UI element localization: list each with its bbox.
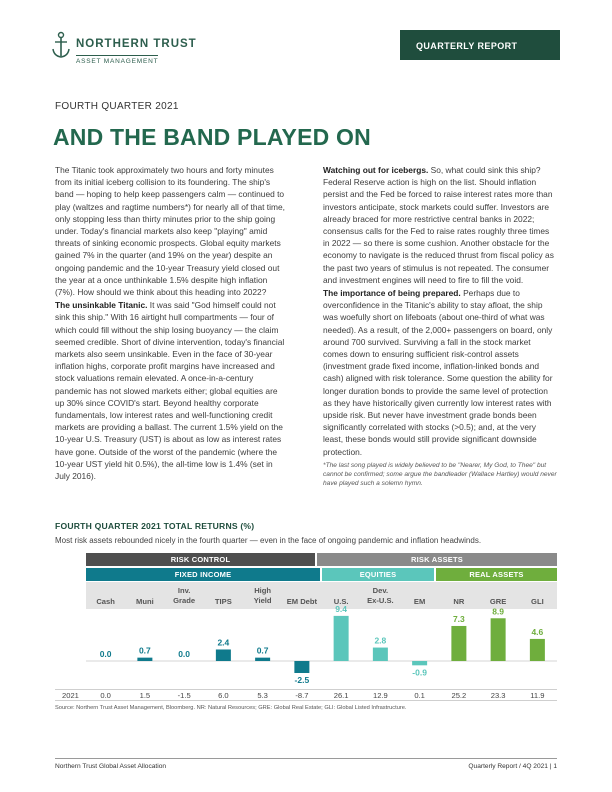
category-label-line: U.S. [333,597,349,606]
intro-paragraph: The Titanic took approximately two hours and forty minutes from its initial iceberg collision to its foundering. The ship's band — hoping to help keep passengers calm — continued to play (waltzes and ragtime numbers*) for nearly all of that time, only stopping less than thirty minutes prior to the ship going under. Today's financial markets also keep "playing" amid threats of sinking economic prospects. Global equity markets gained 7% in the quarter (and 19% on the year) despite an ongoing pandemic and the 10-year Treasury yield closed out the year at a once unthinkable 1.5% despite high inflation (7%). How should we think about this heading into 2022? [55,165,285,298]
year-2021-value: 26.1 [333,691,349,700]
year-2021-value: 0.0 [100,691,111,700]
data-label: -2.5 [294,675,310,685]
data-label: 0.7 [138,645,151,656]
category-label [203,597,243,607]
year-2021-value: 5.3 [257,691,268,700]
band-risk-control: RISK CONTROL [86,553,315,566]
bar-dev-ex-u-s- [373,648,388,661]
data-label: 0.0 [178,649,191,659]
page-title: AND THE BAND PLAYED ON [53,124,371,150]
prepared-paragraph [323,287,557,458]
year-2021-value: -8.7 [295,691,309,700]
category-label-line: Grade [173,596,196,605]
category-label [243,586,283,606]
chart-source: Source: Northern Trust Asset Management, Bloomberg. NR: Natural Resources; GRE: Global Real Estate; GLI: Global Listed Infrastructure. [55,705,407,711]
year-2021-value: 23.3 [490,691,506,700]
bar-gli [530,639,545,661]
category-label [439,597,479,607]
category-label-line: NR [453,597,465,606]
icebergs-heading: Watching out for icebergs. [323,165,429,175]
year-2021-value: 6.0 [218,691,229,700]
footer-right: Quarterly Report / 4Q 2021 | 1 [468,763,557,770]
category-label [86,597,126,607]
category-label-line: Cash [96,597,115,606]
quarter-label: FOURTH QUARTER 2021 [55,101,179,112]
band-equities: EQUITIES [322,568,434,581]
bar-em [412,661,427,665]
bar-u-s- [334,616,349,661]
category-label-line: High [254,586,272,595]
brand-name: NORTHERN TRUST [76,38,197,50]
category-label [360,586,400,606]
brand-subtitle: ASSET MANAGEMENT [76,55,158,65]
bar-gre [491,618,506,661]
unsinkable-heading: The unsinkable Titanic. [55,300,148,311]
page-footer [55,758,557,770]
chart-description: Most risk assets rebounded nicely in the fourth quarter — even in the face of ongoing pandemic and inflation headwinds. [55,536,482,545]
anchor-icon [50,30,72,60]
category-label-line: Dev. [372,586,389,595]
category-label-line: GRE [489,597,507,606]
year-2021-value: 1.5 [139,691,151,700]
band-risk-assets: RISK ASSETS [317,553,557,566]
category-label-line: GLI [531,597,544,606]
unsinkable-body: It was said "God himself could not sink this ship." With 16 airtight hull compartments — four of which could fill without the ship losing buoyancy — the claim seemed credible. Short of divine intervention, today's financial markets also seem unsinkable. Even in the face of 30-year inflation highs, corporate profit margins have increased and stock valuations remain elevated. A once-in-a-century pandemic has not slowed markets either; global equities are up 30% since COVID's start. Beyond healthy corporate fundamentals, low interest rates and well-functioning credit markets are providing a ballast. The current 1.5% yield on the 10-year U.S. Treasury (UST) is about as low as interest rates have gone. Outside of the worst of the pandemic (where the 10-year UST yield hit 0.5%), the all-time low is 1.4% (set in July 2016). [55,300,285,482]
data-label: 8.9 [492,606,505,617]
brand-logo [50,30,210,70]
data-label: 0.0 [99,649,112,659]
data-label: 9.4 [335,603,348,614]
returns-bar-chart [86,603,557,688]
footer-left: Northern Trust Global Asset Allocation [55,763,167,770]
year-2021-value: 25.2 [451,691,467,700]
data-label: 0.7 [256,645,269,656]
data-label: -0.9 [412,667,427,678]
year-label: 2021 [62,691,79,700]
data-label: 7.3 [452,613,465,624]
chart-title: FOURTH QUARTER 2021 TOTAL RETURNS (%) [55,521,255,531]
band-real-assets: REAL ASSETS [436,568,557,581]
bar-muni [137,658,152,661]
category-label-line: Inv. [177,586,191,595]
data-label: 2.8 [374,635,387,646]
prepared-heading: The importance of being prepared. [323,288,461,299]
year-2021-value: 0.1 [414,691,425,700]
year-2021-value: -1.5 [177,691,191,700]
category-label-line: Ex-U.S. [367,596,394,605]
category-label [400,597,440,607]
data-label: 4.6 [531,626,544,637]
category-label-line: TIPS [214,597,232,606]
category-label [164,586,204,606]
category-label-line: Muni [136,597,154,606]
unsinkable-paragraph [55,299,289,482]
category-label [517,597,557,607]
category-label-line: EM Debt [286,597,318,606]
band-fixed-income: FIXED INCOME [86,568,320,581]
year-2021-value: 12.9 [372,691,388,700]
year-2021-row [55,689,557,701]
category-label-line: Yield [253,596,272,605]
bar-high-yield [255,658,270,661]
left-column [55,164,289,483]
right-column [323,164,557,489]
song-footnote: *The last song played is widely believed to be "Nearer, My God, to Thee" but cannot be confirmed; some argue the bandleader (Wallace Hartley) would never have played such a solemn hymn. [323,461,557,487]
prepared-body: Perhaps due to overconfidence in the Titanic's ability to stay afloat, the ship was woefully short on lifeboats (about one-third of what was needed). As a result, of the 2,000+ passengers on board, only around 700 survived. Surviving a fall in the stock market comes down to ensuring sufficient risk-control assets (investment grade fixed income, inflation-linked bonds and cash) aligned with risk tolerance. Some question the ability for longer duration bonds to provide the same level of protection as they have historically given currently low interest rates with upside risk. But never have investment grade bonds been significantly correlated with stocks (>0.5); and, at the very least, these bonds would still provide significant downside protection. [323,288,553,457]
report-type-label: QUARTERLY REPORT [400,30,560,60]
year-2021-value: 11.9 [530,691,545,700]
icebergs-paragraph [323,164,557,286]
bar-em-debt [294,661,309,673]
category-label [282,597,322,607]
category-label [125,597,165,607]
bar-nr [451,626,466,661]
icebergs-body: So, what could sink this ship? Federal Reserve action is high on the list. Should inflation persist and the Fed be forced to raise interest rates more than investors anticipate, stock markets could suffer. Investors are already braced for more restrictive central banks in 2022; consensus calls for the Fed to raise rates roughly three times in 2022 — so there is some cushion. Another obstacle for the economy to navigate is the reduced thrust from fiscal policy as the past two years of stimulus is not repeated. The consumer and investment engines will need to fire to fill the void. [323,165,554,285]
bar-tips [216,649,231,661]
category-label-line: EM [413,597,426,606]
data-label: 2.4 [217,637,230,648]
